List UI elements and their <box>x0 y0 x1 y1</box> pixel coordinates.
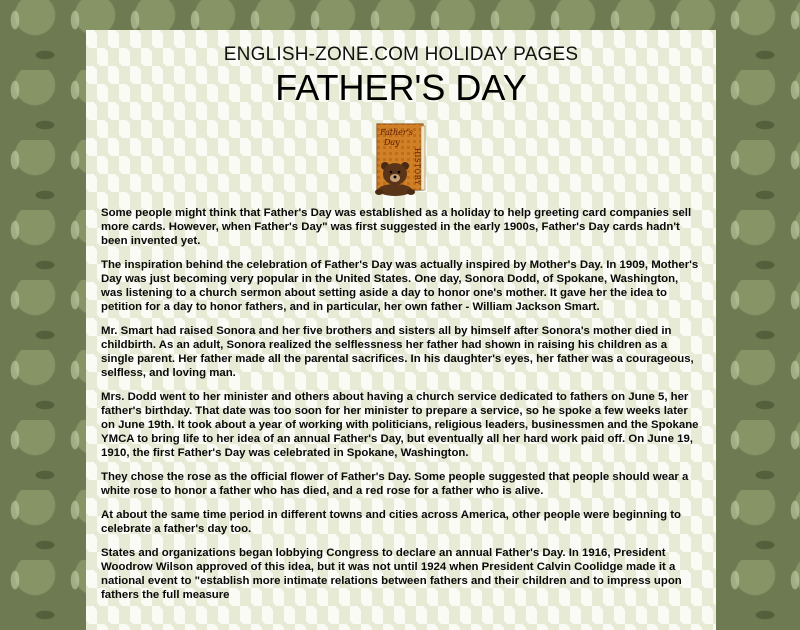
paragraph: Some people might think that Father's Day was established as a holiday to help greeting card companies sell more cards. However, when Father's Day" was first suggested in the early 1900s, Father's Day cards hadn't been invented yet. <box>101 207 692 247</box>
content-panel <box>86 30 716 630</box>
book-spine-text: HISTORY <box>413 148 421 186</box>
paragraph: At about the same time period in different towns and cities across America, other people were beginning to celebrate a father's day too. <box>101 509 681 535</box>
book-title-line2: Day <box>384 138 400 147</box>
paragraph: The inspiration behind the celebration of Father's Day was actually inspired by Mother's Day. In 1909, Mother's Day was just becoming very popular in the United States. One day, Sonora Dodd, of Spokane, Washington, was listening to a church sermon about setting aside a day to honor one's mother. It gave her the idea to petition for a day to honor fathers, and in particular, her own father - William Jackson Smart. <box>101 259 699 313</box>
paragraph: Mr. Smart had raised Sonora and her five brothers and sisters all by himself after Sonora's mother died in childbirth. As an adult, Sonora realized the selflessness her father had shown in raising his children as a single parent. Her father made all the parental sacrifices. In his daughter's eyes, her father was a courageous, selfless, and loving man. <box>101 325 694 379</box>
site-title: ENGLISH-ZONE.COM HOLIDAY PAGES <box>223 44 579 65</box>
page-title: FATHER'S DAY <box>275 67 527 108</box>
paragraph: Mrs. Dodd went to her minister and others about having a church service dedicated to fathers on June 5, her father's birthday. That date was too soon for her minister to prepare a service, so he spoke a few weeks later on June 19th. It took about a year of working with politicians, religious leaders, businessmen and the Spokane YMCA to bring life to her idea of an annual Father's Day, but eventually all her hard work paid off. On June 19, 1910, the first Father's Day was celebrated in Spokane, Washington. <box>101 391 699 459</box>
book-title-line1: Father's <box>380 128 414 137</box>
fathers-day-history-image <box>86 122 716 198</box>
paragraph: States and organizations began lobbying Congress to declare an annual Father's Day. In 1916, President Woodrow Wilson approved of this idea, but it was not until 1924 when President Calvin Coolidge made it a national event to "establish more intimate relations between fathers and their children and to impress upon fathers the full measure <box>101 547 682 601</box>
article-body <box>86 198 716 602</box>
teddy-bear-book-illustration <box>371 122 431 196</box>
paragraph: They chose the rose as the official flower of Father's Day. Some people suggested that people should wear a white rose to honor a father who has died, and a red rose for a father who is alive. <box>101 471 689 497</box>
